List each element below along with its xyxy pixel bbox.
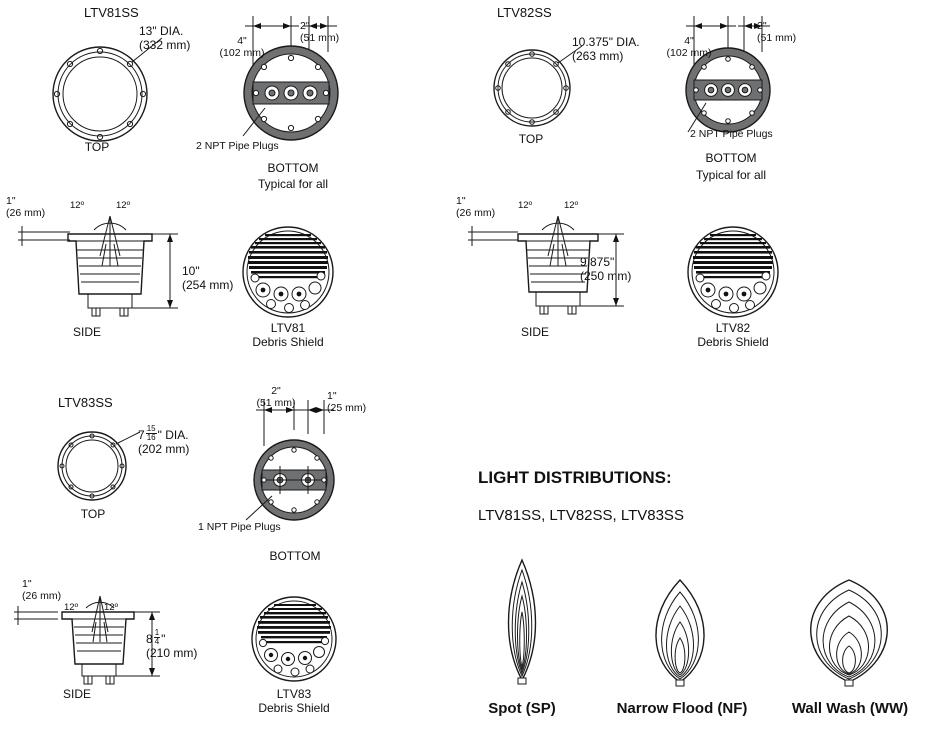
dimension-4in-ltv82-line2: (102 mm) [666,47,712,60]
view-label-bottom-ltv81: BOTTOM [267,161,319,175]
view-label-side-ltv82: SIDE [520,325,549,339]
dimension-4in-ltv81-line1: 4" [237,35,247,47]
debris-shield-ltv81 [233,224,343,320]
view-label-top-ltv81: TOP [84,140,110,154]
dimension-dia-ltv83-frac-num: 15 [146,424,156,433]
dimension-dia-ltv81 [139,25,190,53]
dimension-height-ltv81-line1: 10" [182,264,200,278]
beam-diagram-wall-wash-drawing [790,576,908,688]
view-label-side-ltv81: SIDE [72,325,101,339]
dimension-1in-ltv83-line1: 1" [22,578,32,590]
note-npt-plugs-ltv82: 2 NPT Pipe Plugs [690,128,773,140]
angle-left-ltv83: 12º [64,602,79,613]
shield-label-ltv81-line2: Debris Shield [252,334,324,349]
shield-label-ltv82-line1: LTV82 [715,321,751,335]
model-label-ltv81ss: LTV81SS [84,5,139,20]
dimension-1in-ltv82 [456,195,495,219]
dimension-2in-ltv82-line2: (51 mm) [757,32,797,45]
view-label-top-ltv82: TOP [518,132,544,146]
beam-label-narrow-flood: Narrow Flood (NF) [616,700,748,717]
model-label-ltv82ss: LTV82SS [497,5,552,20]
dimension-1in-ltv81-line2: (26 mm) [6,207,46,220]
shield-label-ltv82 [673,322,793,350]
dimension-1in-ltv81-line1: 1" [6,195,16,207]
top-view-ltv81-drawing [40,26,220,156]
dimension-1in-ltv81 [6,195,45,219]
beam-diagram-spot-drawing [482,556,562,686]
beam-diagram-narrow-flood-drawing [630,576,730,688]
view-label-side-ltv83: SIDE [62,687,91,701]
dimension-height-ltv82-line2: (250 mm) [580,268,632,283]
debris-shield-ltv83 [244,594,344,684]
dimension-dia-ltv83-main: 7 [138,427,145,442]
debris-shield-ltv82 [678,224,788,320]
dimension-2in-ltv81-line2: (51 mm) [300,32,340,45]
debris-shield-ltv82-drawing [678,224,788,320]
dimension-height-ltv83-line1 [146,629,197,647]
shield-label-ltv81 [228,322,348,350]
dimension-dia-ltv82 [572,36,640,64]
dimension-dia-ltv83-suffix: " DIA. [157,427,189,442]
angle-right-ltv83: 12º [104,602,119,613]
view-label-top-ltv83: TOP [80,507,106,521]
dimension-1in-ltv83-bottom-line1: 1" [327,390,337,402]
light-distributions-heading: LIGHT DISTRIBUTIONS: [478,468,672,487]
beam-diagram-spot [482,556,562,686]
dimension-height-ltv82-line1: 9.875" [580,255,615,269]
dimension-height-ltv82 [580,256,631,284]
beam-diagram-wall-wash [790,576,908,688]
note-npt-plugs-ltv81: 2 NPT Pipe Plugs [196,140,279,152]
angle-left-ltv81: 12º [70,200,85,211]
light-distributions-models: LTV81SS, LTV82SS, LTV83SS [478,507,684,524]
dimension-dia-ltv83-line2: (202 mm) [138,441,190,456]
dimension-height-ltv83 [146,629,197,660]
note-npt-plugs-ltv83: 1 NPT Pipe Plugs [198,521,281,533]
dimension-dia-ltv83-line1 [138,425,189,443]
dimension-dia-ltv81-line1: 13" DIA. [139,24,184,38]
top-view-ltv81 [40,26,220,156]
view-sublabel-bottom-ltv82: Typical for all [695,168,767,182]
view-label-bottom-ltv82: BOTTOM [705,151,757,165]
dimension-dia-ltv83-frac-den: 16 [146,433,156,442]
dimension-2in-ltv83-line1: 2" [271,385,281,397]
dimension-height-ltv83-main: 8 [146,631,153,646]
shield-label-ltv83-line2: Debris Shield [258,700,330,715]
dimension-1in-ltv83-bottom [327,390,366,414]
dimension-dia-ltv81-line2: (332 mm) [139,37,191,52]
dimension-dia-ltv82-line2: (263 mm) [572,48,624,63]
dimension-height-ltv83-frac-num: 1 [154,628,160,637]
dimension-2in-ltv82-line1: 2" [757,20,767,32]
shield-label-ltv83-line1: LTV83 [276,687,312,701]
debris-shield-ltv83-drawing [244,594,344,684]
dimension-1in-ltv82-line1: 1" [456,195,466,207]
angle-right-ltv82: 12º [564,200,579,211]
dimension-height-ltv83-frac-den: 4 [154,637,160,646]
dimension-height-ltv81 [182,265,233,293]
beam-label-spot: Spot (SP) [488,700,556,717]
dimension-1in-ltv83-line2: (26 mm) [22,590,62,603]
dimension-1in-ltv83 [22,578,61,602]
dimension-height-ltv81-line2: (254 mm) [182,277,234,292]
model-label-ltv83ss: LTV83SS [58,395,113,410]
dimension-4in-ltv82 [660,35,718,59]
dimension-2in-ltv82 [757,20,796,44]
beam-diagram-narrow-flood [630,576,730,688]
dimension-2in-ltv83 [248,385,304,409]
dimension-4in-ltv82-line1: 4" [684,35,694,47]
shield-label-ltv83 [234,688,354,716]
view-label-bottom-ltv83: BOTTOM [269,549,321,563]
view-sublabel-bottom-ltv81: Typical for all [257,177,329,191]
angle-left-ltv82: 12º [518,200,533,211]
dimension-height-ltv83-line2: (210 mm) [146,645,198,660]
dimension-4in-ltv81 [212,35,272,59]
dimension-dia-ltv83 [138,425,189,456]
dimension-2in-ltv81 [300,20,339,44]
shield-label-ltv81-line1: LTV81 [270,321,306,335]
dimension-2in-ltv83-line2: (51 mm) [256,397,296,410]
angle-right-ltv81: 12º [116,200,131,211]
dimension-1in-ltv82-line2: (26 mm) [456,207,496,220]
dimension-4in-ltv81-line2: (102 mm) [219,47,265,60]
dimension-1in-ltv83-bottom-line2: (25 mm) [327,402,367,415]
dimension-2in-ltv81-line1: 2" [300,20,310,32]
dimension-height-ltv83-suffix: " [161,631,166,646]
beam-label-wall-wash: Wall Wash (WW) [791,700,909,717]
shield-label-ltv82-line2: Debris Shield [697,334,769,349]
debris-shield-ltv81-drawing [233,224,343,320]
dimension-dia-ltv82-line1: 10.375" DIA. [572,35,640,49]
